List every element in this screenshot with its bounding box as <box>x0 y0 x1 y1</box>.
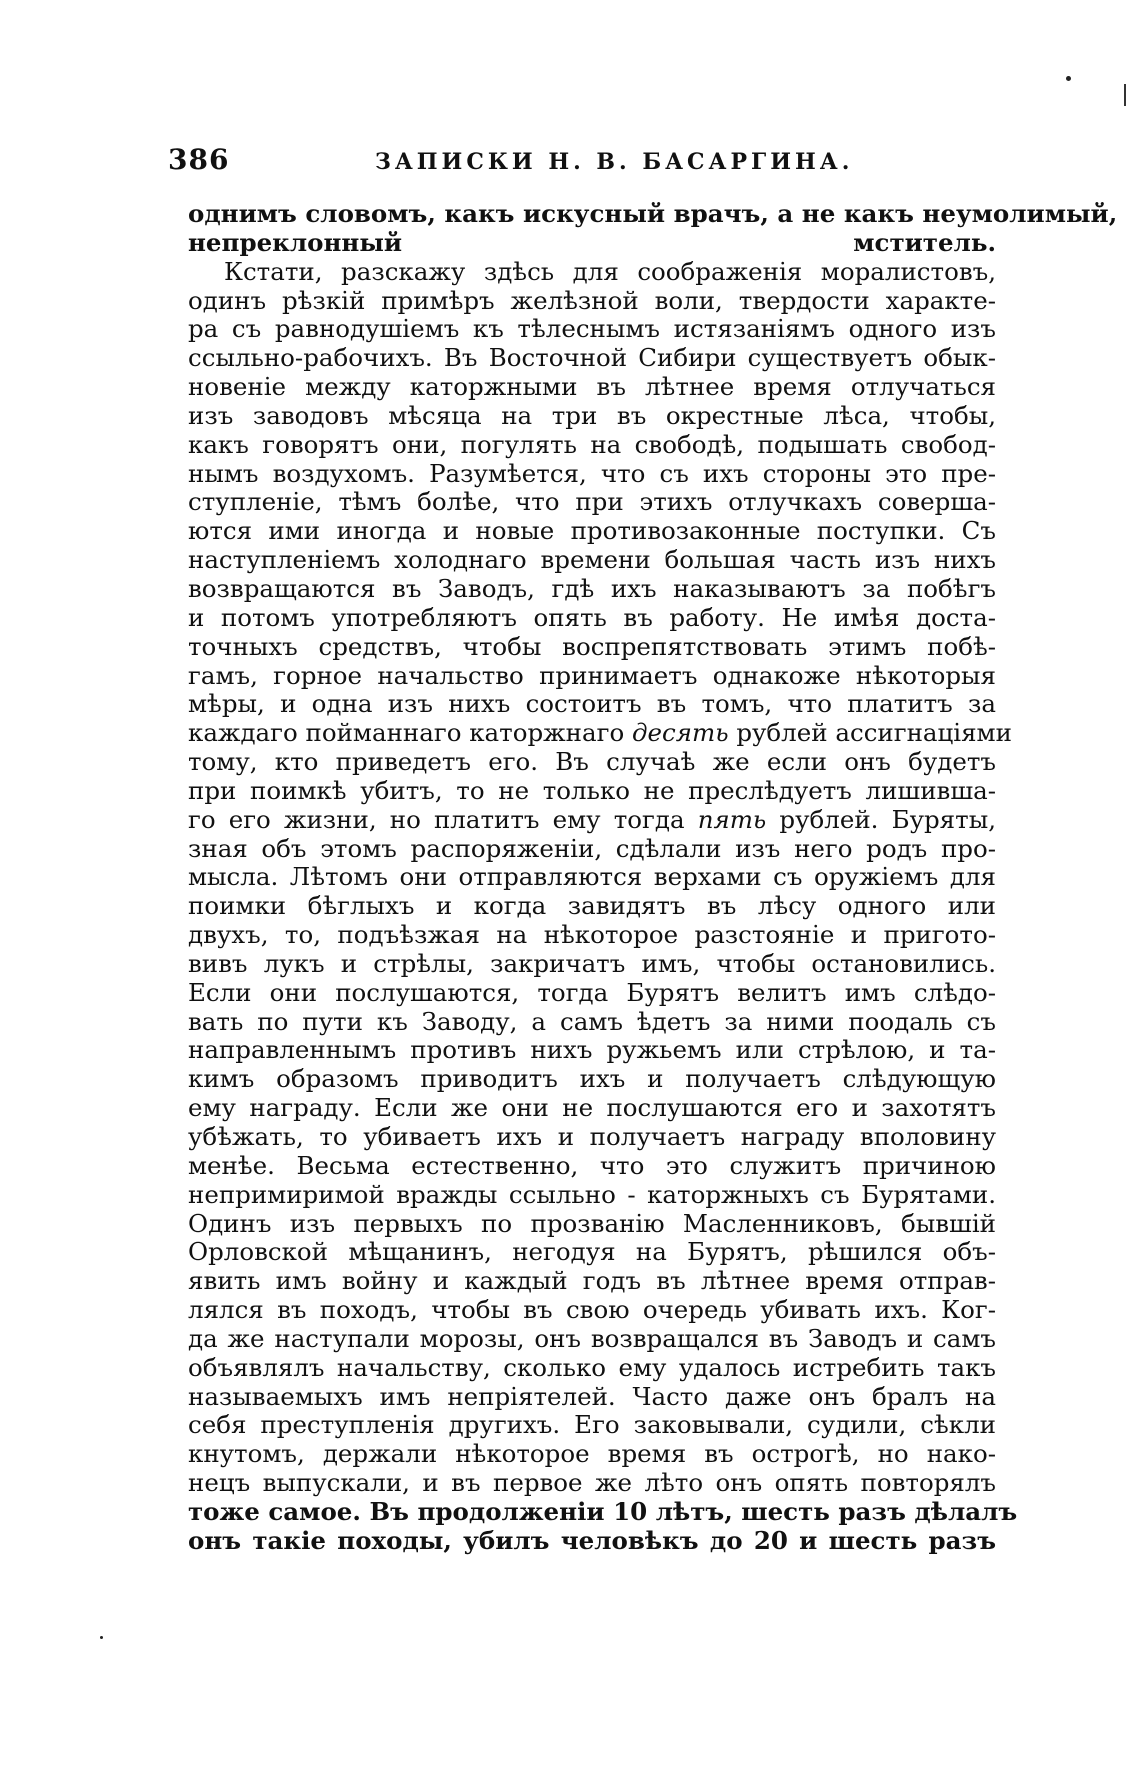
text-line: одинъ рѣзкій примѣръ желѣзной воли, твердости характе- <box>188 285 996 315</box>
text-line: менѣе. Весьма естественно, что это служитъ причиною <box>188 1150 996 1180</box>
text-line: каждаго пойманнаго каторжнаго десять рублей ассигнаціями <box>188 718 1012 748</box>
page-number: 386 <box>168 143 230 176</box>
running-title: ЗАПИСКИ Н. В. БАСАРГИНА. <box>375 149 854 175</box>
text-line: нецъ выпускали, и въ первое же лѣто онъ опять повторялъ <box>188 1468 996 1498</box>
text-line: убѣжать, то убиваетъ ихъ и получаетъ награду вполовину <box>188 1122 996 1151</box>
text-line: ра съ равнодушіемъ къ тѣлеснымъ истязаніямъ одного изъ <box>188 314 996 344</box>
text-line: вать по пути къ Заводу, а самъ ѣдетъ за ними поодаль съ <box>188 1006 996 1036</box>
text-line: изъ заводовъ мѣсяца на три въ окрестные лѣса, чтобы, <box>188 400 996 430</box>
text-line: ступленіе, тѣмъ болѣе, что при этихъ отлучкахъ соверша- <box>188 487 996 517</box>
page-edge-mark <box>1124 84 1126 106</box>
text-line: ссыльно-рабочихъ. Въ Восточной Сибири существуетъ обык- <box>188 343 996 373</box>
text-line: себя преступленія другихъ. Его заковывали, судили, сѣкли <box>188 1410 996 1440</box>
text-line: точныхъ средствъ, чтобы воспрепятствовать этимъ побѣ- <box>188 631 996 661</box>
page-speck <box>100 1636 103 1639</box>
text-line: при поимкѣ убитъ, то не только не преслѣдуетъ лишивша- <box>188 775 996 805</box>
text-line: ему награду. Если же они не послушаются его и захотятъ <box>188 1093 996 1123</box>
text-line: вивъ лукъ и стрѣлы, закричатъ имъ, чтобы остановились. <box>188 948 996 978</box>
text-line: и потомъ употребляютъ опять въ работу. Не имѣя доста- <box>188 602 996 632</box>
page-speck <box>1066 76 1071 81</box>
text-line: однимъ словомъ, какъ искусный врачъ, а не какъ неумолимый, <box>188 199 1118 228</box>
text-line: поимки бѣглыхъ и когда завидятъ въ лѣсу одного или <box>188 891 996 921</box>
text-line: гамъ, горное начальство принимаетъ однакоже нѣкоторыя <box>188 660 996 690</box>
text-line: Орловской мѣщанинъ, негодуя на Бурятъ, рѣшился объ- <box>188 1237 996 1267</box>
text-line: мѣры, и одна изъ нихъ состоитъ въ томъ, что платитъ за <box>188 689 996 719</box>
text-line: непримиримой вражды ссыльно - каторжныхъ съ Бурятами. <box>188 1179 996 1209</box>
text-line: какъ говорятъ они, погулять на свободѣ, подышать свобод- <box>188 429 996 459</box>
text-line: направленнымъ противъ нихъ ружьемъ или стрѣлою, и та- <box>188 1035 996 1065</box>
text-line: Кстати, разскажу здѣсь для соображенія моралистовъ, <box>224 256 996 286</box>
text-line: тому, кто приведетъ его. Въ случаѣ же если онъ будетъ <box>188 747 996 777</box>
text-line: Одинъ изъ первыхъ по прозванію Масленниковъ, бывшій <box>188 1208 996 1238</box>
text-line: возвращаются въ Заводъ, гдѣ ихъ наказываютъ за побѣгъ <box>188 573 996 603</box>
text-line: называемыхъ имъ непріятелей. Часто даже онъ бралъ на <box>188 1381 996 1411</box>
text-line: Если они послушаются, тогда Бурятъ велитъ имъ слѣдо- <box>188 977 996 1007</box>
text-line: кнутомъ, держали нѣкоторое время въ острогѣ, но нако- <box>188 1439 996 1469</box>
text-line: двухъ, то, подъѣзжая на нѣкоторое разстояніе и пригото- <box>188 920 996 950</box>
text-line: да же наступали морозы, онъ возвращался въ Заводъ и самъ <box>188 1323 996 1353</box>
body-text <box>188 199 1118 1556</box>
text-line: новеніе между каторжными въ лѣтнее время отлучаться <box>188 372 996 402</box>
text-line: онъ такіе походы, убилъ человѣкъ до 20 и шесть разъ <box>188 1525 996 1555</box>
text-line: мысла. Лѣтомъ они отправляются верхами съ оружіемъ для <box>188 862 996 892</box>
italic-word: пять <box>697 804 767 834</box>
text-line: наступленіемъ холоднаго времени большая часть изъ нихъ <box>188 545 996 575</box>
text-line: ются ими иногда и новые противозаконные поступки. Съ <box>188 516 996 546</box>
text-line: явить имъ войну и каждый годъ въ лѣтнее время отправ- <box>188 1266 996 1296</box>
text-line: лялся въ походъ, чтобы въ свою очередь убивать ихъ. Ког- <box>188 1295 996 1325</box>
text-line: тоже самое. Въ продолженіи 10 лѣтъ, шесть разъ дѣлалъ <box>188 1496 1018 1526</box>
text-line: нымъ воздухомъ. Разумѣется, что съ ихъ стороны это пре- <box>188 458 996 488</box>
text-line: объявлялъ начальству, сколько ему удалось истребить такъ <box>188 1352 996 1382</box>
italic-word: десять <box>632 718 729 748</box>
text-line: кимъ образомъ приводитъ ихъ и получаетъ слѣдующую <box>188 1064 996 1094</box>
text-line: непреклонный мститель. <box>188 227 996 257</box>
text-line: зная объ этомъ распоряженіи, сдѣлали изъ него родъ про- <box>188 833 996 863</box>
text-line: го его жизни, но платитъ ему тогда пять рублей. Буряты, <box>188 804 996 834</box>
